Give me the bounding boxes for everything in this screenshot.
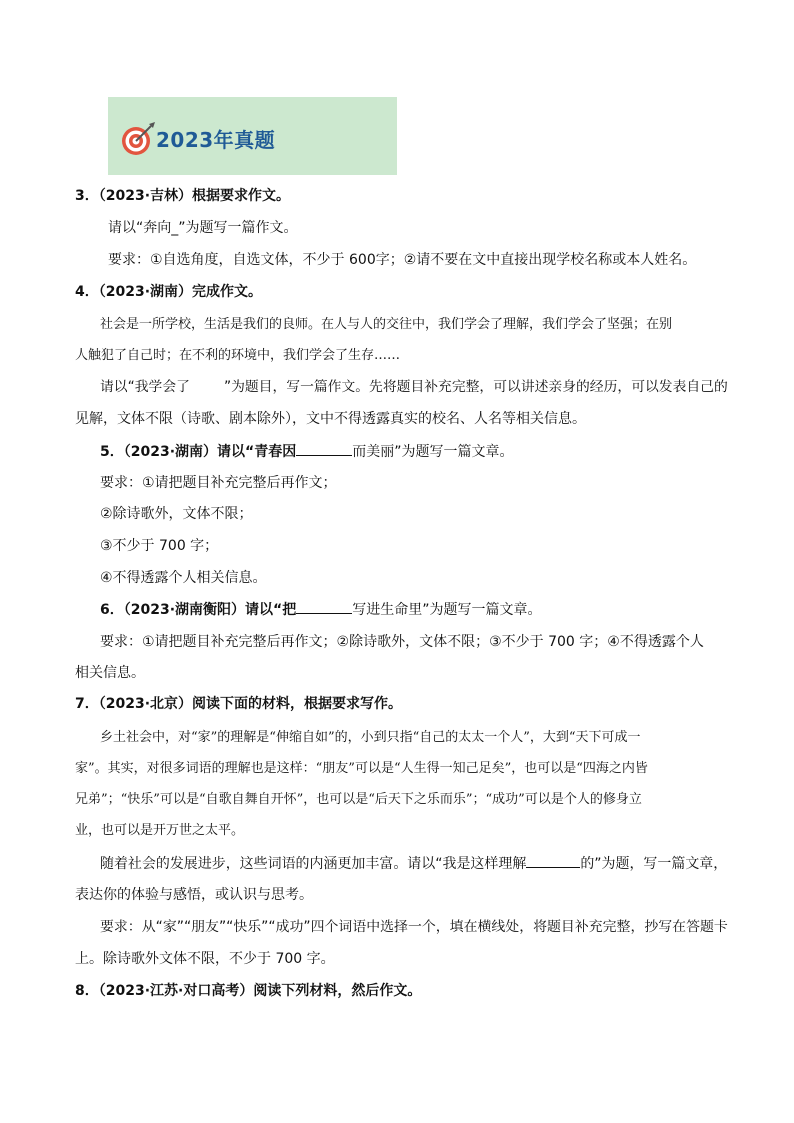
q7-prompt-start: 随着社会的发展进步，这些词语的内涵更加丰富。请以“我是这样理解 bbox=[100, 856, 527, 872]
q6-requirement: 相关信息。 bbox=[75, 665, 145, 681]
q4-prompt-rest: ”为题目，写一篇作文。先将题目补充完整，可以讲述亲身的经历，可以发表自己的 bbox=[223, 379, 728, 395]
q5-heading-start: 5．（2023·湖南）请以“青春因 bbox=[100, 444, 297, 460]
target-icon bbox=[120, 121, 156, 157]
q5-heading bbox=[100, 441, 514, 462]
q4-heading: 4．（2023·湖南）完成作文。 bbox=[75, 284, 263, 300]
q7-prompt-line bbox=[100, 853, 727, 874]
q7-material-line: 兄弟”；“快乐”可以是“自歌自舞自开怀”，也可以是“后天下之乐而乐”；“成功”可以是个人的修身立 bbox=[75, 792, 642, 807]
q5-requirement: ②除诗歌外，文体不限； bbox=[100, 506, 253, 522]
q7-requirement: 要求：从“家”“朋友”“快乐”“成功”四个词语中选择一个，填在横线处，将题目补充完整，抄写在答题卡 bbox=[100, 919, 728, 935]
q6-heading bbox=[100, 599, 542, 620]
q6-heading-rest: 写进生命里”为题写一篇文章。 bbox=[352, 602, 542, 618]
q6-heading-start: 6．（2023·湖南衡阳）请以“把 bbox=[100, 602, 297, 618]
q4-material-line: 社会是一所学校，生活是我们的良师。在人与人的交往中，我们学会了理解，我们学会了坚强；在别 bbox=[100, 317, 673, 332]
q7-material-line: 乡土社会中，对“家”的理解是“伸缩自如”的，小到只指“自己的太太一个人”，大到“天下可成一 bbox=[100, 730, 641, 745]
q8-heading: 8．（2023·江苏·对口高考）阅读下列材料，然后作文。 bbox=[75, 983, 422, 999]
q3-prompt: 请以“奔向_”为题写一篇作文。 bbox=[108, 220, 298, 236]
q5-requirement: 要求：①请把题目补充完整后再作文； bbox=[100, 475, 337, 491]
q7-prompt-rest: 的”为题，写一篇文章， bbox=[580, 856, 728, 872]
q7-heading: 7．（2023·北京）阅读下面的材料，根据要求写作。 bbox=[75, 696, 403, 712]
q4-prompt-line: 见解，文体不限（诗歌、剧本除外），文中不得透露真实的校名、人名等相关信息。 bbox=[75, 411, 586, 427]
q3-requirement: 要求：①自选角度，自选文体，不少于 600字；②请不要在文中直接出现学校名称或本人姓名。 bbox=[108, 252, 697, 268]
q4-prompt-start: 请以“我学会了 bbox=[100, 379, 190, 395]
q3-heading: 3．（2023·吉林）根据要求作文。 bbox=[75, 188, 291, 204]
q5-requirement: ③不少于 700 字； bbox=[100, 538, 219, 554]
q5-heading-rest: 而美丽”为题写一篇文章。 bbox=[352, 444, 514, 460]
q5-blank bbox=[296, 441, 352, 456]
q7-material-line: 业，也可以是开万世之太平。 bbox=[75, 823, 245, 838]
q6-requirement: 要求：①请把题目补充完整后再作文；②除诗歌外，文体不限；③不少于 700 字；④不得透露个人 bbox=[100, 634, 704, 650]
q7-requirement: 上。除诗歌外文体不限，不少于 700 字。 bbox=[75, 951, 335, 967]
q4-prompt-line bbox=[100, 377, 728, 397]
q7-prompt-line: 表达你的体验与感悟，或认识与思考。 bbox=[75, 887, 313, 903]
q4-material-line: 人触犯了自己时；在不利的环境中，我们学会了生存…… bbox=[75, 348, 401, 363]
section-title: 2023年真题 bbox=[156, 128, 276, 152]
section-banner bbox=[108, 97, 397, 175]
q7-material-line: 家”。其实，对很多词语的理解也是这样：“朋友”可以是“人生得一知己足矣”，也可以是“四海之内皆 bbox=[75, 761, 648, 776]
q5-requirement: ④不得透露个人相关信息。 bbox=[100, 570, 267, 586]
q6-blank bbox=[296, 599, 352, 614]
q7-blank bbox=[526, 853, 580, 868]
